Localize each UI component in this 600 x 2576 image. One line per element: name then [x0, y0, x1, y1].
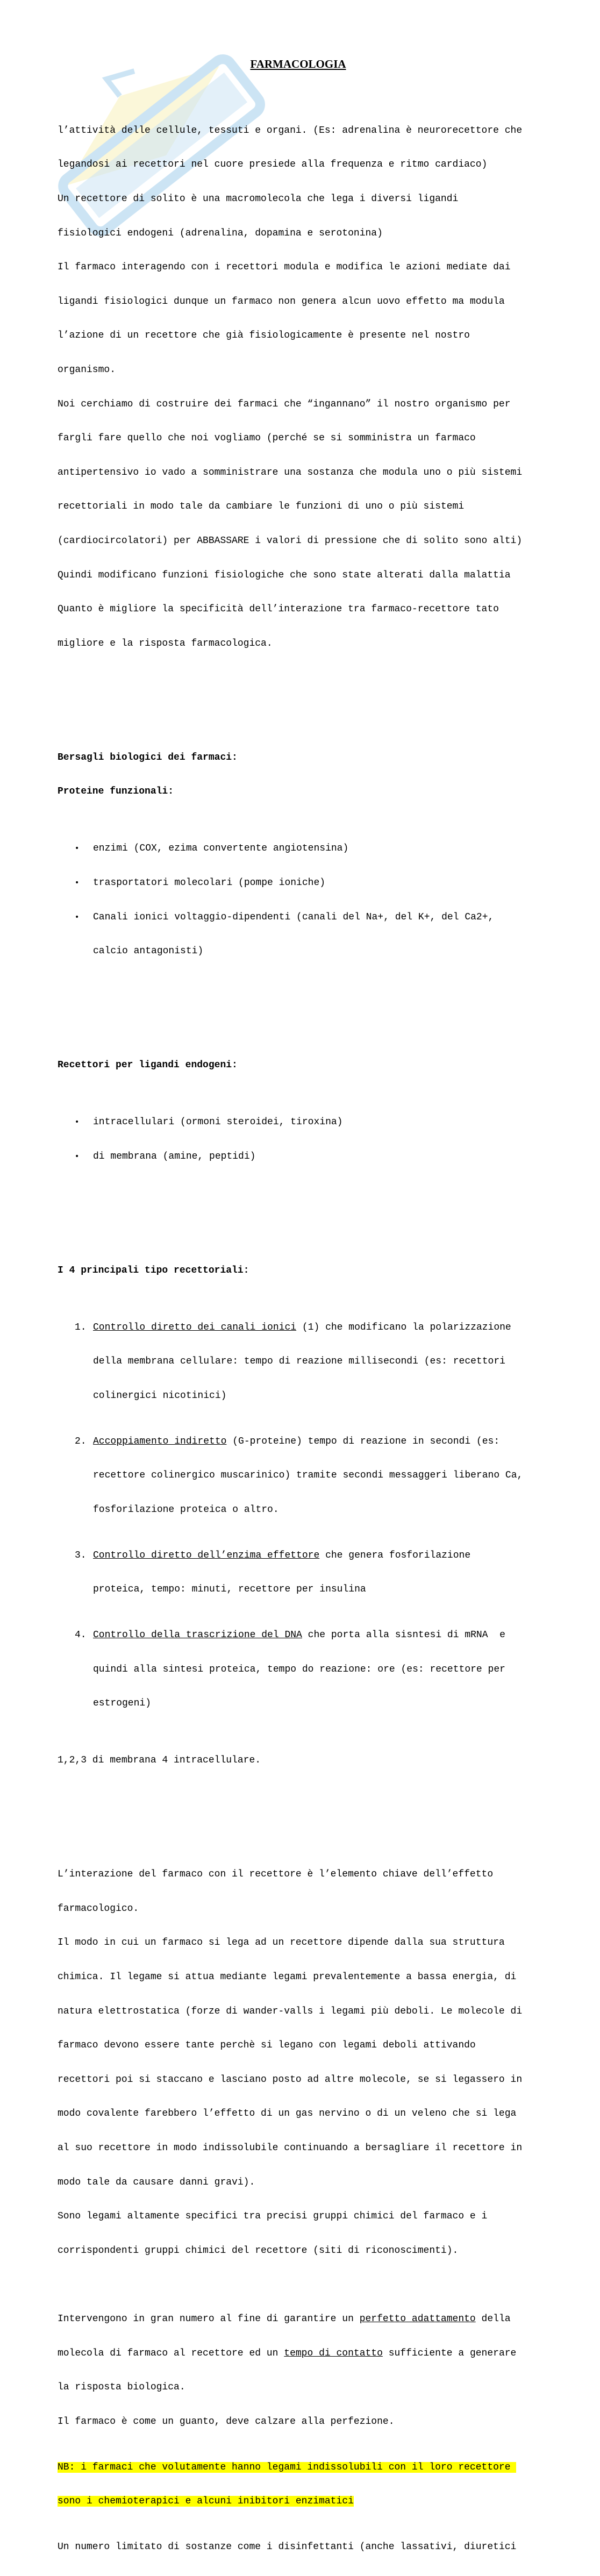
document-body [58, 80, 541, 2576]
receptor-list [58, 1094, 541, 1186]
highlighted-note: sono i chemioterapici e alcuni inibitori enzimatici [58, 2496, 354, 2507]
text-line: fargli fare quello che noi vogliamo (perché se si somministra un farmaco [58, 433, 476, 444]
text-line: modo tale da causare danni gravi). [58, 2177, 255, 2188]
list-item: • di membrana (amine, peptidi) [75, 1151, 256, 1162]
document-page [58, 56, 541, 2576]
blank-line [58, 1014, 541, 1025]
list-item-continuation: calcio antagonisti) [93, 946, 204, 957]
text-line: natura elettrostatica (forze di wander-valls i legami più deboli. Le molecole di [58, 2006, 523, 2017]
text-line: L’interazione del farmaco con il recettore è l’elemento chiave dell’effetto [58, 1869, 494, 1880]
highlighted-note: NB: i farmaci che volutamente hanno legami indissolubili con il loro recettore [58, 2461, 517, 2473]
text-line: Il farmaco è come un guanto, deve calzare alla perfezione. [58, 2416, 395, 2427]
list-item: • intracellulari (ormoni steroidei, tiroxina) [75, 1117, 343, 1128]
numbered-item: 3. Controllo diretto dell’enzima effettore che genera fosforilazione [75, 1550, 471, 1561]
text-line: legandosi ai recettori nel cuore presiede alla frequenza e ritmo cardiaco) [58, 159, 488, 170]
text-line: fisiologici endogeni (adrenalina, dopamina e serotonina) [58, 227, 383, 239]
numbered-item: 2. Accoppiamento indiretto (G-proteine) tempo di reazione in secondi (es: [75, 1436, 500, 1447]
section-heading-types: I 4 principali tipo recettoriali: [58, 1265, 249, 1276]
text-line: molecola di farmaco al recettore ed un tempo di contatto sufficiente a generare [58, 2347, 517, 2359]
list-item: • enzimi (COX, ezima convertente angiotensina) [75, 843, 349, 854]
receptor-types-list [58, 1299, 541, 1732]
text-line: antipertensivo io vado a somministrare una sostanza che modula uno o più sistemi [58, 467, 523, 478]
underlined-term: tempo di contatto [284, 2347, 383, 2359]
text-line: Il farmaco interagendo con i recettori modula e modifica le azioni mediate dai [58, 262, 511, 273]
text-line: al suo recettore in modo indissolubile continuando a bersagliare il recettore in [58, 2142, 523, 2153]
text-line: Il modo in cui un farmaco si lega ad un recettore dipende dalla sua struttura [58, 1937, 505, 1949]
text-line: recettori poi si staccano e lasciano posto ad altre molecole, se si legassero in [58, 2074, 523, 2085]
text-line: corrispondenti gruppi chimici del recettore (siti di riconoscimenti). [58, 2245, 459, 2256]
bullet-icon: • [75, 878, 80, 887]
protein-list [58, 820, 541, 980]
text-line: (cardiocircolatori) per ABBASSARE i valori di pressione che di solito sono alti) [58, 535, 523, 546]
blank-line [58, 707, 541, 718]
numbered-item: 4. Controllo della trascrizione del DNA che porta alla sisntesi di mRNA e [75, 1630, 505, 1641]
numbered-item-continuation: della membrana cellulare: tempo di reazione millisecondi (es: recettori [93, 1356, 505, 1367]
underlined-term: perfetto adattamento [359, 2313, 476, 2324]
intro-paragraph [58, 102, 541, 672]
text-line: Intervengono in gran numero al fine di garantire un perfetto adattamento della [58, 2313, 511, 2324]
blank-line [58, 1219, 541, 1231]
numbered-item-continuation: fosforilazione proteica o altro. [93, 1504, 279, 1515]
types-note: 1,2,3 di membrana 4 intracellulare. [58, 1755, 261, 1766]
numbered-item: 1. Controllo diretto dei canali ionici (1) che modificano la polarizzazione [75, 1322, 511, 1333]
section-heading-proteins: Proteine funzionali: [58, 786, 174, 797]
text-line: organismo. [58, 364, 116, 375]
numbered-item-continuation: quindi alla sintesi proteica, tempo do reazione: ore (es: recettore per [93, 1664, 505, 1675]
section-heading-receptors: Recettori per ligandi endogeni: [58, 1060, 238, 1071]
bullet-icon: • [75, 1118, 80, 1127]
numbered-item-continuation: estrogeni) [93, 1698, 152, 1709]
text-line: farmaco devono essere tante perchè si legano con legami deboli attivando [58, 2040, 476, 2051]
section-heading-targets: Bersagli biologici dei farmaci: [58, 752, 238, 763]
list-item: • Canali ionici voltaggio-dipendenti (canali del Na+, del K+, del Ca2+, [75, 911, 494, 923]
blank-line [58, 1801, 541, 1812]
text-line: modo covalente farebbero l’effetto di un gas nervino o di un veleno che si lega [58, 2108, 517, 2120]
interaction-paragraph [58, 1846, 541, 2280]
text-line: Un numero limitato di sostanze come i disinfettanti (anche lassativi, diuretici [58, 2541, 517, 2552]
text-line: ligandi fisiologici dunque un farmaco non genera alcun uovo effetto ma modula [58, 296, 505, 307]
list-item: • trasportatori molecolari (pompe ioniche) [75, 877, 326, 888]
text-line: l’azione di un recettore che già fisiologicamente è presente nel nostro [58, 330, 470, 341]
numbered-item-continuation: proteica, tempo: minuti, recettore per insulina [93, 1584, 366, 1595]
text-line: farmacologico. [58, 1903, 139, 1914]
text-line: Quanto è migliore la specificità dell’interazione tra farmaco-recettore tato [58, 604, 499, 615]
text-line: recettoriali in modo tale da cambiare le funzioni di uno o più sistemi [58, 501, 465, 512]
text-line: Quindi modificano funzioni fisiologiche che sono state alterati dalla malattia [58, 569, 511, 581]
text-line: Noi cerchiamo di costruire dei farmaci che “ingannano” il nostro organismo per [58, 398, 511, 410]
text-line: chimica. Il legame si attua mediante legami prevalentemente a bassa energia, di [58, 1972, 517, 1983]
numbered-item-continuation: recettore colinergico muscarinico) tramite secondi messaggeri liberano Ca, [93, 1470, 523, 1481]
page-title: FARMACOLOGIA [250, 58, 346, 70]
text-line: la risposta biologica. [58, 2382, 185, 2393]
text-line: Sono legami altamente specifici tra precisi gruppi chimici del farmaco e i [58, 2211, 488, 2222]
bullet-icon: • [75, 844, 80, 853]
bullet-icon: • [75, 912, 80, 922]
bullet-icon: • [75, 1152, 80, 1161]
text-line: l’attività delle cellule, tessuti e organi. (Es: adrenalina è neurorecettore che [58, 125, 523, 136]
text-line: migliore e la risposta farmacologica. [58, 638, 273, 649]
text-line: Un recettore di solito è una macromolecola che lega i diversi ligandi [58, 194, 459, 204]
numbered-item-continuation: colinergici nicotinici) [93, 1390, 227, 1401]
